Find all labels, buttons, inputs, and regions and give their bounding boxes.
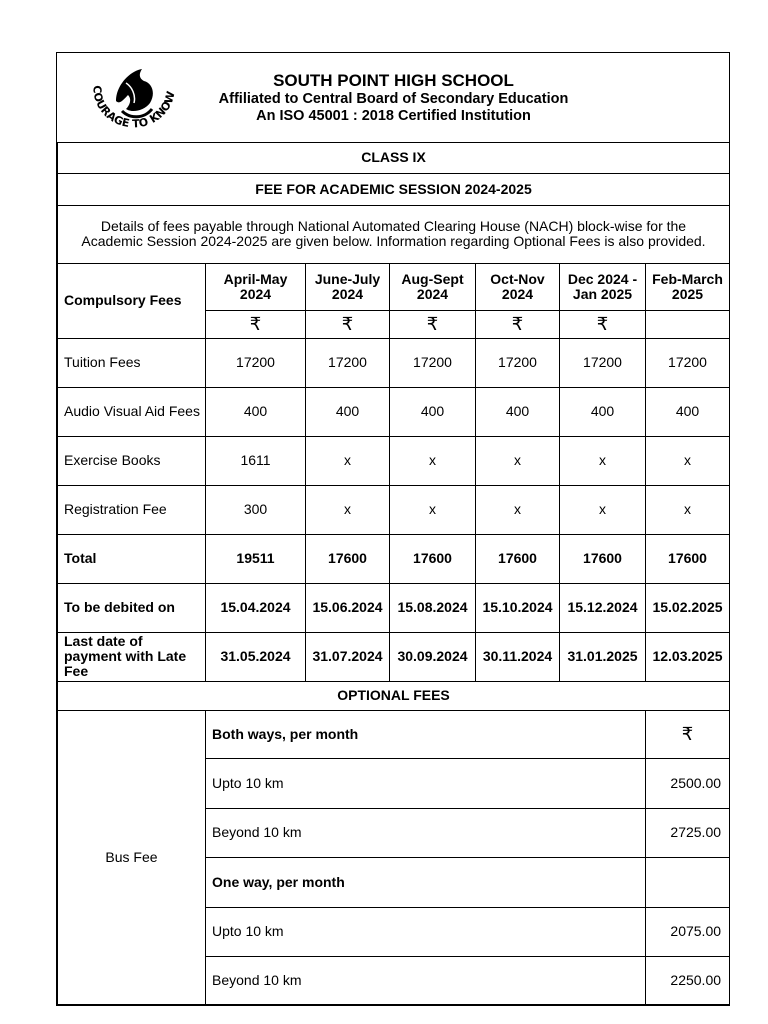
table-row xyxy=(58,632,730,681)
fee-label: Exercise Books xyxy=(58,436,206,485)
fee-value: 31.05.2024 xyxy=(206,632,306,681)
fee-table xyxy=(57,53,730,1005)
fee-value: 17600 xyxy=(646,534,730,583)
session-title: FEE FOR ACADEMIC SESSION 2024-2025 xyxy=(58,173,730,205)
fee-document xyxy=(56,52,730,1006)
bus-fee-distance: Upto 10 km xyxy=(206,907,646,956)
rupee-icon: ₹ xyxy=(646,710,730,758)
bus-fee-amount xyxy=(646,857,730,907)
table-row xyxy=(58,534,730,583)
bus-fee-amount: 2075.00 xyxy=(646,907,730,956)
rupee-icon: ₹ xyxy=(560,310,646,338)
fee-label: Audio Visual Aid Fees xyxy=(58,387,206,436)
bus-fee-category: Both ways, per month xyxy=(206,710,646,758)
period-header: Aug-Sept 2024 xyxy=(390,263,476,310)
table-row xyxy=(58,436,730,485)
class-title: CLASS IX xyxy=(58,142,730,173)
fee-value: 15.06.2024 xyxy=(306,583,390,632)
bus-fee-category: One way, per month xyxy=(206,857,646,907)
fee-value: x xyxy=(560,485,646,534)
fee-label: Last date of payment with Late Fee xyxy=(58,632,206,681)
fee-value: 1611 xyxy=(206,436,306,485)
optional-fees-title: OPTIONAL FEES xyxy=(58,681,730,710)
fee-value: 15.04.2024 xyxy=(206,583,306,632)
fee-value: x xyxy=(476,485,560,534)
fee-value: 15.08.2024 xyxy=(390,583,476,632)
school-name: SOUTH POINT HIGH SCHOOL xyxy=(273,71,514,90)
fee-value: x xyxy=(390,485,476,534)
fee-value: 17600 xyxy=(476,534,560,583)
fee-value: 17600 xyxy=(390,534,476,583)
fee-value: 15.02.2025 xyxy=(646,583,730,632)
fee-value: 17200 xyxy=(560,338,646,387)
fee-value: 400 xyxy=(476,387,560,436)
certification-line: An ISO 45001 : 2018 Certified Institution xyxy=(256,108,531,124)
affiliation-line: Affiliated to Central Board of Secondary Education xyxy=(218,91,569,107)
bus-fee-amount: 2725.00 xyxy=(646,808,730,857)
fee-value: 17200 xyxy=(390,338,476,387)
fee-value: x xyxy=(390,436,476,485)
fee-label: Total xyxy=(58,534,206,583)
bus-fee-label: Bus Fee xyxy=(58,710,206,1004)
school-title-block xyxy=(58,71,730,125)
period-header: Dec 2024 - Jan 2025 xyxy=(560,263,646,310)
fee-value: x xyxy=(306,436,390,485)
bus-fee-distance: Upto 10 km xyxy=(206,758,646,808)
fee-value: 31.01.2025 xyxy=(560,632,646,681)
fee-value: 400 xyxy=(390,387,476,436)
fee-value: 400 xyxy=(560,387,646,436)
compulsory-fees-label: Compulsory Fees xyxy=(58,263,206,338)
fee-value: x xyxy=(560,436,646,485)
rupee-icon: ₹ xyxy=(476,310,560,338)
fee-label: Registration Fee xyxy=(58,485,206,534)
fee-value: 30.11.2024 xyxy=(476,632,560,681)
bus-fee-distance: Beyond 10 km xyxy=(206,808,646,857)
period-header: April-May 2024 xyxy=(206,263,306,310)
fee-value: x xyxy=(306,485,390,534)
fee-value: 17200 xyxy=(476,338,560,387)
fee-label: To be debited on xyxy=(58,583,206,632)
table-row xyxy=(58,710,730,758)
bus-fee-distance: Beyond 10 km xyxy=(206,956,646,1004)
table-row xyxy=(58,485,730,534)
table-row xyxy=(58,338,730,387)
bus-fee-amount: 2500.00 xyxy=(646,758,730,808)
fee-value: 17600 xyxy=(560,534,646,583)
table-row xyxy=(58,387,730,436)
logo-motto: COURAGE TO KNOW xyxy=(89,85,178,131)
fee-value: 400 xyxy=(646,387,730,436)
fee-value: 12.03.2025 xyxy=(646,632,730,681)
fee-value: x xyxy=(476,436,560,485)
fee-value: 15.12.2024 xyxy=(560,583,646,632)
fee-value: x xyxy=(646,485,730,534)
fee-value: 17200 xyxy=(206,338,306,387)
rupee-icon: ₹ xyxy=(390,310,476,338)
fee-label: Tuition Fees xyxy=(58,338,206,387)
period-header: Feb-March 2025 xyxy=(646,263,730,310)
fee-value: 400 xyxy=(306,387,390,436)
fee-value: x xyxy=(646,436,730,485)
fee-value: 17200 xyxy=(306,338,390,387)
rupee-icon: ₹ xyxy=(206,310,306,338)
fee-value: 17200 xyxy=(646,338,730,387)
fee-value: 19511 xyxy=(206,534,306,583)
bus-fee-amount: 2250.00 xyxy=(646,956,730,1004)
empty-cell xyxy=(646,310,730,338)
fee-value: 400 xyxy=(206,387,306,436)
period-header: June-July 2024 xyxy=(306,263,390,310)
fee-value: 30.09.2024 xyxy=(390,632,476,681)
fee-value: 300 xyxy=(206,485,306,534)
fee-description: Details of fees payable through National Automated Clearing House (NACH) block-wise for the Academic Session 2024-2025 are given below. Information regarding Optional Fees is also provided. xyxy=(58,205,730,263)
rupee-icon: ₹ xyxy=(306,310,390,338)
fee-value: 31.07.2024 xyxy=(306,632,390,681)
period-header: Oct-Nov 2024 xyxy=(476,263,560,310)
fee-value: 15.10.2024 xyxy=(476,583,560,632)
school-header xyxy=(58,53,730,142)
fee-value: 17600 xyxy=(306,534,390,583)
table-row xyxy=(58,583,730,632)
